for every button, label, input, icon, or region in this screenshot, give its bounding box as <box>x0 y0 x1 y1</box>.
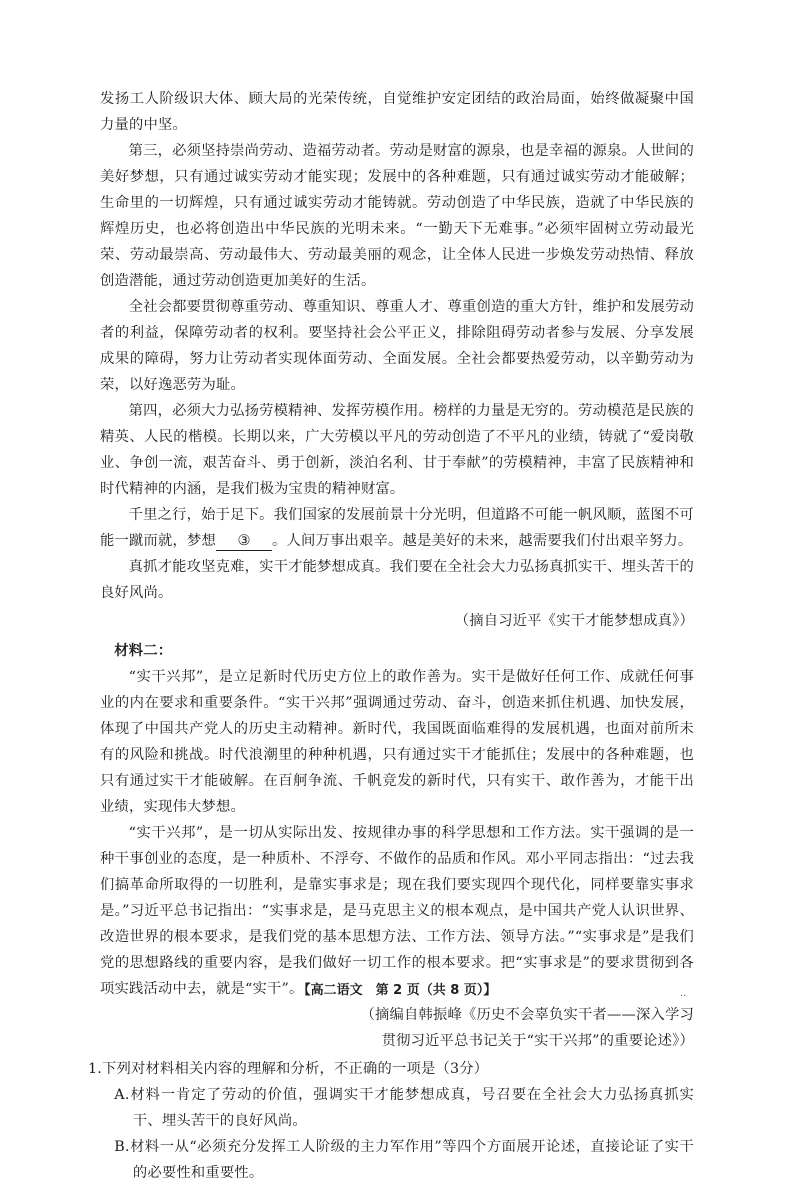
material1-paragraph-continued: 发扬工人阶级识大体、顾大局的光荣传统，自觉维护安定团结的政治局面，始终做凝聚中国力量的中坚。 <box>100 91 694 133</box>
material2-paragraph-2: “实干兴邦”，是一切从实际出发、按规律办事的科学思想和工作方法。实干强调的是一种干事创业的态度，是一种质朴、不浮夸、不做作的品质和作风。邓小平同志指出：“过去我们搞革命所取得的一切胜利，是靠实事求是；现在我们要实现四个现代化，同样要靠实事求是。”习近平总书记指出：“实事求是，是马克思主义的根本观点，是中国共产党人认识世界、改造世界的根本要求，是我们党的基本思想方法、工作方法、领导方法。”“实事求是”是我们党的思想路线的重要内容，是我们做好一切工作的根本要求。把“实事求是”的要求贯彻到各项实践活动中去，就是“实干”。 <box>100 825 694 997</box>
material2-paragraph-1: “实干兴邦”，是立足新时代历史方位上的敢作善为。实干是做好任何工作、成就任何事业的内在要求和重要条件。“实干兴邦”强调通过劳动、奋斗，创造来抓住机遇、加快发展，体现了中国共产党人的历史主动精神。新时代，我国既面临难得的发展机遇，也面对前所未有的风险和挑战。时代浪潮里的种种机遇，只有通过实干才能抓住；发展中的各种难题，也只有通过实干才能破解。在百舸争流、千帆竞发的新时代，只有实干、敢作善为，才能干出业绩，实现伟大梦想。 <box>100 669 694 815</box>
journey-text-after: 。人间万事出艰辛。越是美好的未来，越需要我们付出艰辛努力。 <box>271 533 693 549</box>
fill-in-blank-3: ③ <box>216 532 272 551</box>
material1-paragraph-journey <box>100 502 694 554</box>
material2-title: 材料二： <box>114 643 173 659</box>
material1-source: （摘自习近平《实干才能梦想成真》） <box>454 613 694 629</box>
footer-mark: .. <box>680 988 687 999</box>
material1-paragraph-fourth: 第四，必须大力弘扬劳模精神、发挥劳模作用。榜样的力量是无穷的。劳动模范是民族的精英、人民的楷模。长期以来，广大劳模以平凡的劳动创造了不平凡的业绩，铸就了“爱岗敬业、争创一流，艰苦奋斗、勇于创新，淡泊名利、甘于奉献”的劳模精神，丰富了民族精神和时代精神的内涵，是我们极为宝贵的精神财富。 <box>100 403 694 497</box>
material2-source-line1: （摘编自韩振峰《历史不会辜负实干者——深入学习 <box>360 1007 694 1023</box>
material1-paragraph-closing: 真抓才能攻坚克难，实干才能梦想成真。我们要在全社会大力弘扬真抓实干、埋头苦干的良好风尚。 <box>100 559 694 601</box>
page-content <box>88 86 694 1186</box>
page-footer: 【高二语文 第 2 页（共 8 页）】 <box>297 983 497 998</box>
material1-paragraph-society: 全社会都要贯彻尊重劳动、尊重知识、尊重人才、尊重创造的重大方针，维护和发展劳动者的利益，保障劳动者的权利。要坚持社会公平正义，排除阻碍劳动者参与发展、分享发展成果的障碍，努力让劳动者实现体面劳动、全面发展。全社会都要热爱劳动，以辛勤劳动为荣，以好逸恶劳为耻。 <box>100 299 694 393</box>
question-1-stem: 1.下列对材料相关内容的理解和分析，不正确的一项是（3分） <box>88 1061 489 1077</box>
material2-source-line2: 贯彻习近平总书记关于“实干兴邦”的重要论述》） <box>381 1033 694 1049</box>
material1-paragraph-third: 第三，必须坚持崇尚劳动、造福劳动者。劳动是财富的源泉，也是幸福的源泉。人世间的美好梦想，只有通过诚实劳动才能实现；发展中的各种难题，只有通过诚实劳动才能破解；生命里的一切辉煌，只有通过诚实劳动才能铸就。劳动创造了中华民族，造就了中华民族的辉煌历史，也必将创造出中华民族的光明未来。“一勤天下无难事。”必须牢固树立劳动最光荣、劳动最崇高、劳动最伟大、劳动最美丽的观念，让全体人民进一步焕发劳动热情、释放创造潜能，通过劳动创造更加美好的生活。 <box>100 143 694 289</box>
journey-text-before: 千里之行，始于足下。我们国家的发展前景十分光明，但道路不可能一帆风顺，蓝图不可能一蹴而就，梦想 <box>100 507 694 549</box>
question-1-option-b[interactable]: B.材料一从“必须充分发挥工人阶级的主力军作用”等四个方面展开论述，直接论证了实干的必要性和重要性。 <box>114 1139 694 1181</box>
question-1-option-a[interactable]: A.材料一肯定了劳动的价值，强调实干才能梦想成真，号召要在全社会大力弘扬真抓实干、埋头苦干的良好风尚。 <box>114 1087 694 1129</box>
